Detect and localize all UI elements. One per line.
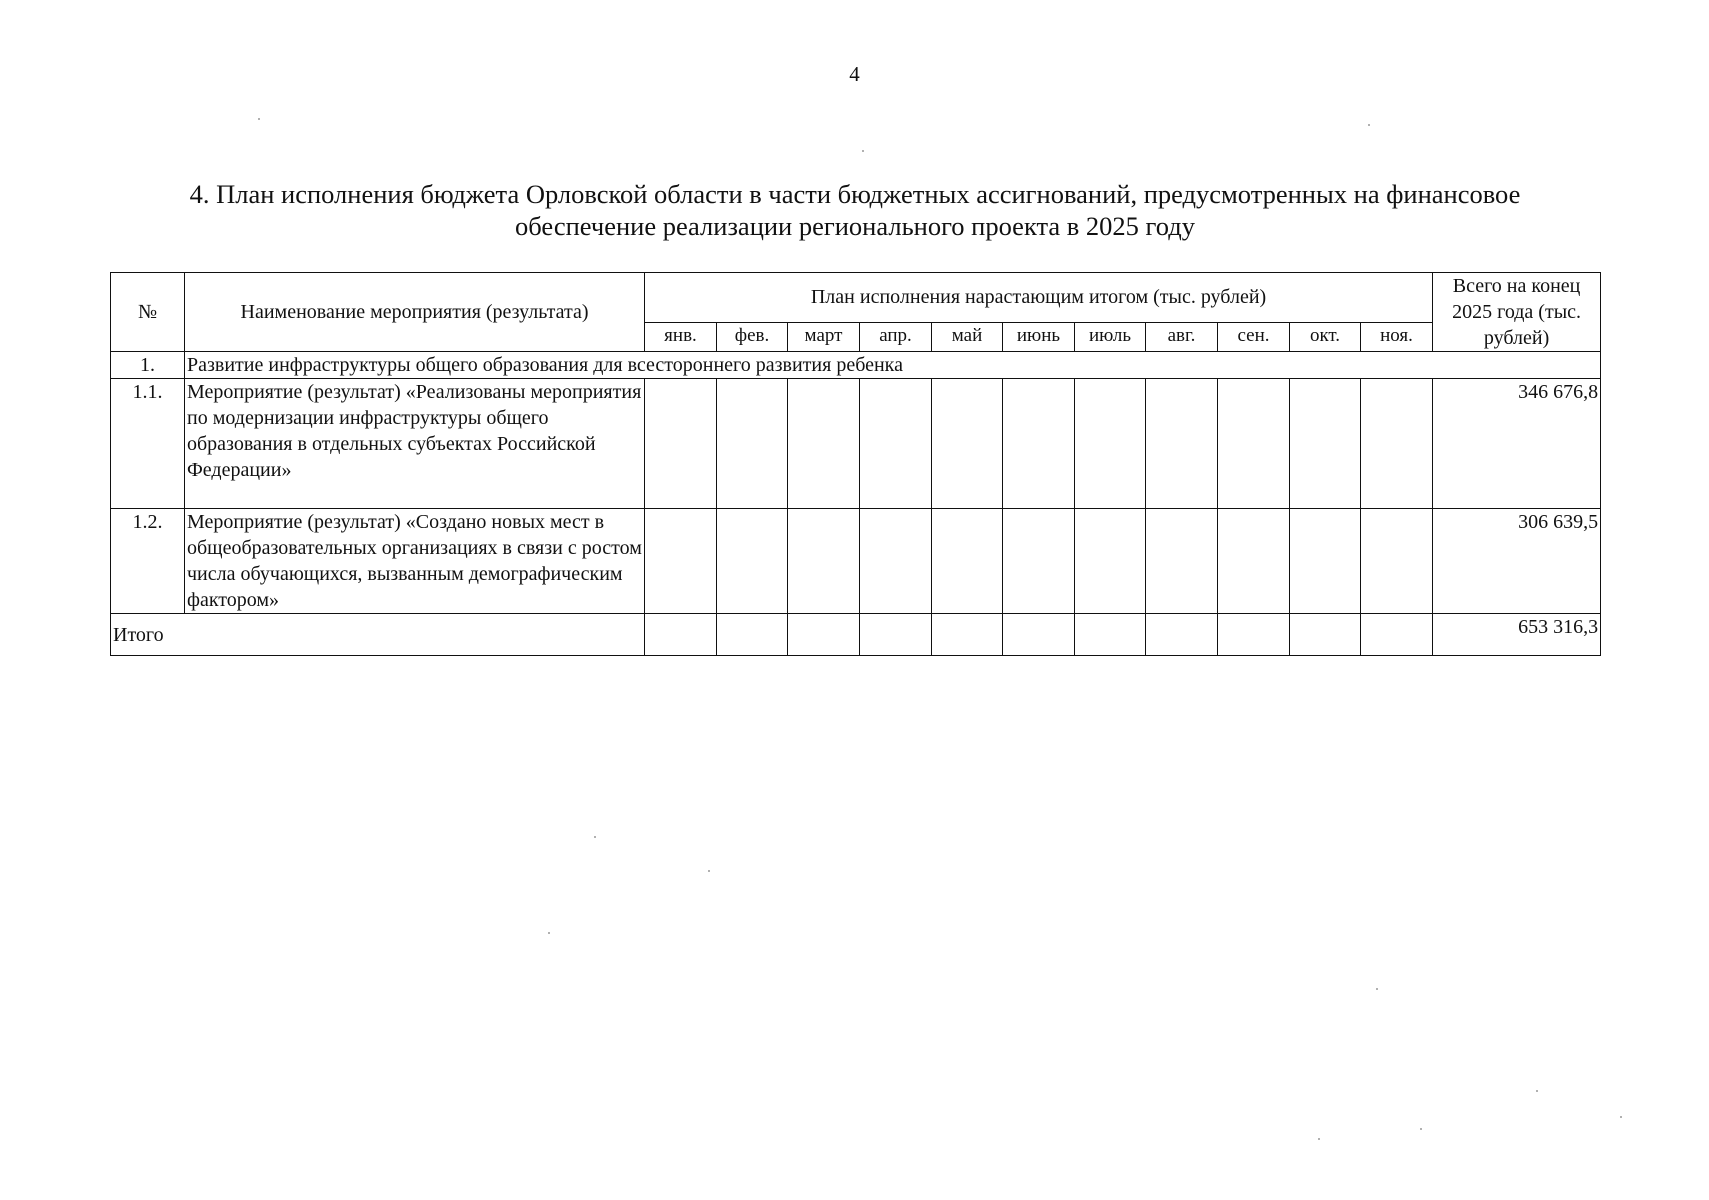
row-total: 306 639,5 [1433,509,1601,614]
month-header: апр. [860,322,932,351]
month-cell [1218,379,1290,509]
table-row [111,509,1601,614]
month-cell [860,509,932,614]
month-cell [860,379,932,509]
total-label: Итого [111,614,645,656]
month-header: июль [1075,322,1146,351]
total-row [111,614,1601,656]
month-header: янв. [645,322,717,351]
header-total: Всего на конец 2025 года (тыс. рублей) [1433,273,1601,352]
month-cell [1290,379,1361,509]
month-cell [1290,509,1361,614]
scan-speck [708,870,710,872]
month-header: окт. [1290,322,1361,351]
month-cell [932,614,1003,656]
month-cell [1146,379,1218,509]
month-cell [645,509,717,614]
scan-speck [594,836,596,838]
month-cell [1146,509,1218,614]
month-cell [1003,379,1075,509]
month-cell [1075,509,1146,614]
section-title: Развитие инфраструктуры общего образования для всестороннего развития ребенка [185,352,1601,379]
scan-speck [1318,1138,1320,1140]
section-number: 1. [111,352,185,379]
month-header: март [788,322,860,351]
month-cell [932,509,1003,614]
month-cell [645,379,717,509]
month-cell [1361,379,1433,509]
month-header: май [932,322,1003,351]
month-cell [1003,614,1075,656]
title-line-1: 4. План исполнения бюджета Орловской области в части бюджетных ассигнований, предусмотренных на финансовое [189,179,1521,209]
grand-total: 653 316,3 [1433,614,1601,656]
page-number: 4 [849,62,860,86]
month-cell [645,614,717,656]
row-event-name: Мероприятие (результат) «Реализованы мероприятия по модернизации инфраструктуры общего образования в отдельных субъектах Российской Федерации» [185,379,645,509]
row-event-name: Мероприятие (результат) «Создано новых мест в общеобразовательных организациях в связи с ростом числа обучающихся, вызванным демографическим фактором» [185,509,645,614]
month-cell [1290,614,1361,656]
month-cell [1075,379,1146,509]
header-number: № [111,273,185,352]
row-total: 346 676,8 [1433,379,1601,509]
month-cell [1075,614,1146,656]
month-cell [1003,509,1075,614]
scan-speck [1368,124,1370,126]
month-header: авг. [1146,322,1218,351]
table-row [111,379,1601,509]
row-number: 1.2. [111,509,185,614]
document-title [110,178,1600,242]
month-header: фев. [717,322,788,351]
scan-speck [862,150,864,152]
scan-speck [548,932,550,934]
section-row [111,352,1601,379]
month-cell [1361,509,1433,614]
scan-speck [258,118,260,120]
month-header: ноя. [1361,322,1433,351]
scan-speck [1620,1116,1622,1118]
month-cell [717,614,788,656]
month-cell [860,614,932,656]
month-cell [1218,509,1290,614]
month-cell [1218,614,1290,656]
month-cell [788,509,860,614]
scan-speck [1536,1090,1538,1092]
month-cell [717,379,788,509]
title-line-2: обеспечение реализации регионального проекта в 2025 году [515,211,1195,241]
header-event-name: Наименование мероприятия (результата) [185,273,645,352]
scan-speck [1420,1128,1422,1130]
scan-speck [1376,988,1378,990]
month-cell [932,379,1003,509]
budget-plan-table [110,272,1601,656]
month-header: июнь [1003,322,1075,351]
row-number: 1.1. [111,379,185,509]
month-cell [788,614,860,656]
header-plan: План исполнения нарастающим итогом (тыс. рублей) [645,273,1433,323]
month-cell [1146,614,1218,656]
month-cell [717,509,788,614]
month-cell [1361,614,1433,656]
month-header: сен. [1218,322,1290,351]
month-cell [788,379,860,509]
